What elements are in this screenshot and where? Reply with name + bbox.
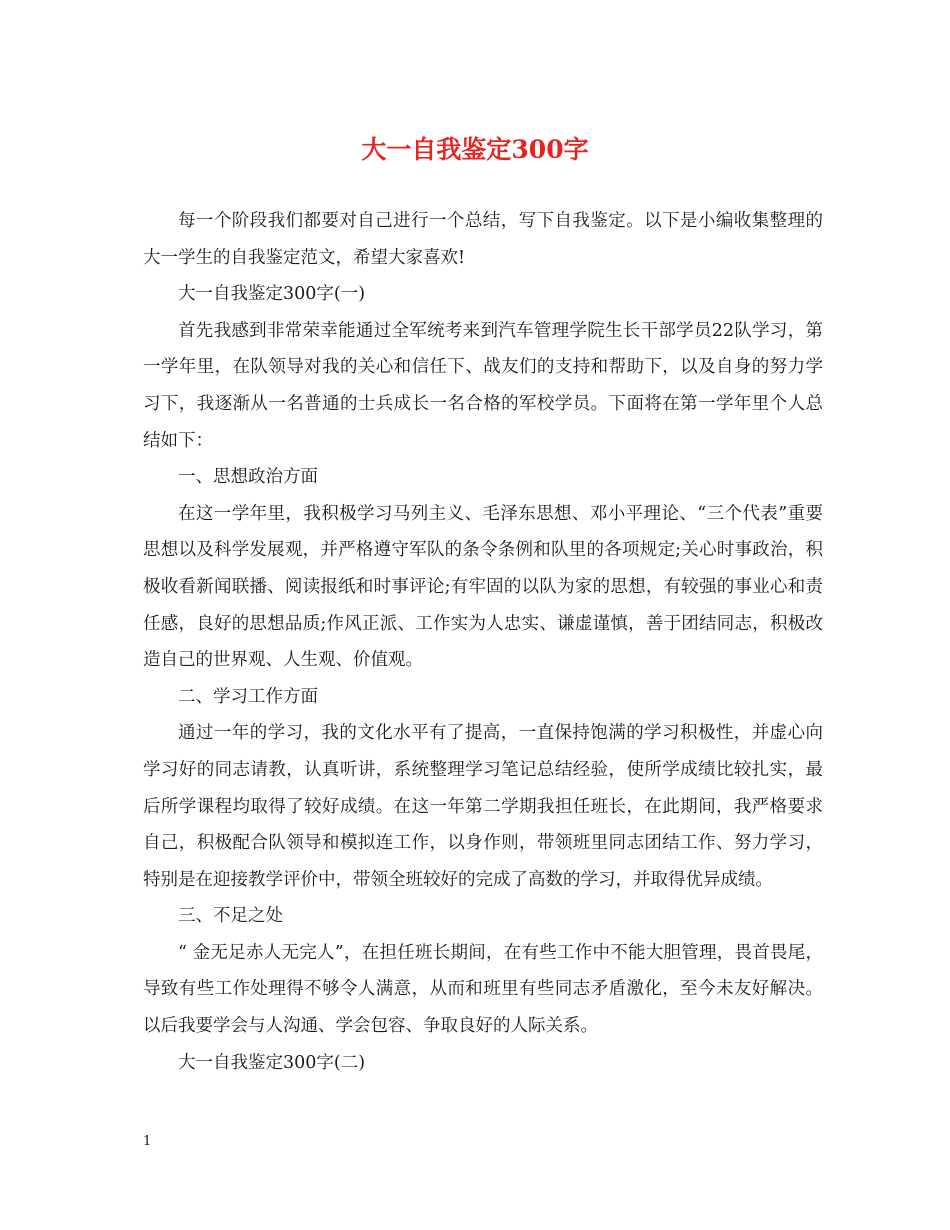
paragraph-politics: 在这一学年里，我积极学习马列主义、毛泽东思想、邓小平理论、“三个代表”重要思想以及科学发展观，并严格遵守军队的条令条例和队里的各项规定;关心时事政治，积极收看新闻联播、阅读报纸和时事评论;有牢固的以队为家的思想，有较强的事业心和责任感，良好的思想品质;作风正派、工作实为人忠实、谦虚谨慎，善于团结同志，积极改造自己的世界观、人生观、价值观。 [143, 503, 823, 671]
paragraph-shortcomings: “ 金无足赤人无完人”，在担任班长期间，在有些工作中不能大胆管理，畏首畏尾，导致有些工作处理得不够令人满意，从而和班里有些同志矛盾激化，至今未友好解决。以后我要学会与人沟通、学会包容、争取良好的人际关系。 [143, 942, 823, 1037]
section-heading-shortcomings: 三、不足之处 [178, 906, 283, 927]
section-heading-part-1: 大一自我鉴定300字(一) [178, 284, 366, 305]
paragraph-study: 通过一年的学习，我的文化水平有了提高，一直保持饱满的学习积极性，并虚心向学习好的同志请教，认真听讲，系统整理学习笔记总结经验，使所学成绩比较扎实，最后所学课程均取得了较好成绩。在这一年第二学期我担任班长，在此期间，我严格要求自己，积极配合队领导和模拟连工作，以身作则，带领班里同志团结工作、努力学习，特别是在迎接教学评价中，带领全班较好的完成了高数的学习，并取得优异成绩。 [143, 723, 823, 890]
section-heading-part-2: 大一自我鉴定300字(二) [178, 1052, 366, 1073]
section-heading-politics: 一、思想政治方面 [178, 467, 318, 488]
page-number: 1 [143, 1134, 152, 1149]
paragraph-opening: 首先我感到非常荣幸能通过全军统考来到汽车管理学院生长干部学员22队学习，第一学年里，在队领导对我的关心和信任下、战友们的支持和帮助下，以及自身的努力学习下，我逐渐从一名普通的士兵成长一名合格的军校学员。下面将在第一学年里个人总结如下： [143, 320, 823, 451]
intro-paragraph: 每一个阶段我们都要对自己进行一个总结，写下自我鉴定。以下是小编收集整理的大一学生的自我鉴定范文，希望大家喜欢! [143, 211, 823, 268]
document-title: 大一自我鉴定300字 [361, 135, 589, 164]
section-heading-study: 二、学习工作方面 [178, 686, 318, 707]
document-body [143, 203, 823, 1081]
